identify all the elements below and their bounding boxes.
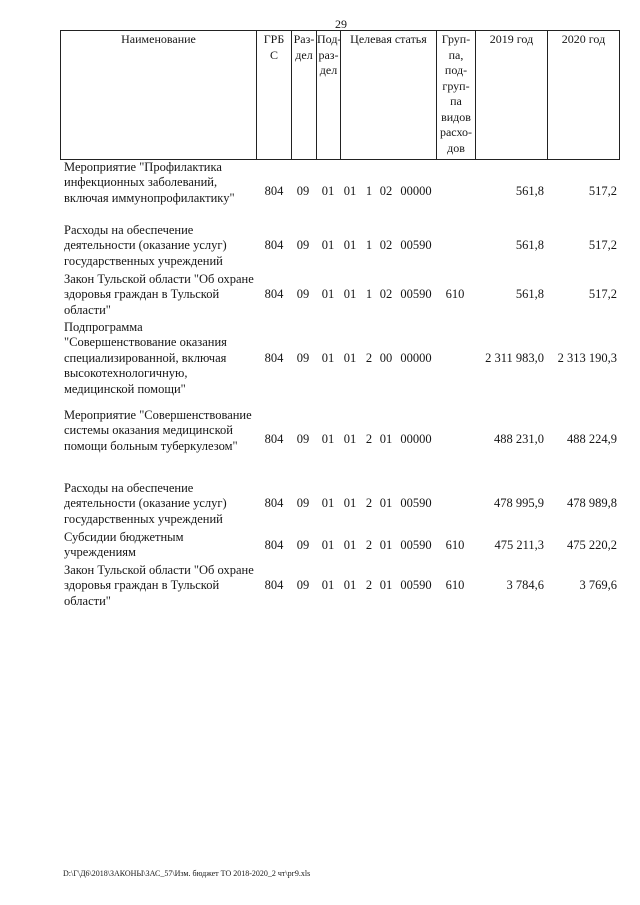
cell-2020: 517,2: [588, 238, 617, 252]
cell-grbs: 804: [264, 496, 284, 510]
cell-direction: 00590: [400, 287, 432, 301]
header-year-2020: 2020 год: [547, 31, 620, 159]
cell-razdel: 09: [296, 432, 310, 446]
cell-event: 02: [379, 238, 393, 252]
cell-event: 02: [379, 184, 393, 198]
cell-2019: 2 311 983,0: [485, 351, 544, 365]
row-name: Закон Тульской области "Об охране здоровья граждан в Тульской области": [64, 563, 254, 608]
cell-2020: 517,2: [588, 287, 617, 301]
cell-event: 01: [379, 432, 393, 446]
cell-podrazdel: 01: [321, 538, 335, 552]
cell-podrazdel: 01: [321, 578, 335, 592]
row-name: Мероприятие "Совершенствование системы оказания медицинской помощи больным туберкулезом": [64, 408, 252, 453]
cell-program: 01: [343, 432, 357, 446]
cell-2020: 517,2: [588, 184, 617, 198]
cell-razdel: 09: [296, 538, 310, 552]
cell-event: 00: [379, 351, 393, 365]
cell-program: 01: [343, 238, 357, 252]
cell-event: 02: [379, 287, 393, 301]
cell-program: 01: [343, 184, 357, 198]
cell-2019: 488 231,0: [494, 432, 544, 446]
row-name: Субсидии бюджетным учреждениям: [64, 530, 184, 560]
cell-grbs: 804: [264, 351, 284, 365]
cell-subprogram: 2: [365, 578, 373, 592]
cell-direction: 00590: [400, 496, 432, 510]
cell-event: 01: [379, 578, 393, 592]
cell-program: 01: [343, 351, 357, 365]
cell-2019: 561,8: [515, 238, 544, 252]
cell-direction: 00590: [400, 538, 432, 552]
cell-podrazdel: 01: [321, 432, 335, 446]
cell-program: 01: [343, 578, 357, 592]
cell-program: 01: [343, 538, 357, 552]
cell-2020: 475 220,2: [567, 538, 617, 552]
header-year-2019: 2019 год: [475, 31, 547, 159]
page-number: 29: [335, 17, 347, 31]
cell-event: 01: [379, 496, 393, 510]
cell-expense-group: 610: [445, 578, 465, 592]
header-expense-group: Груп- па, под- груп- па видов расхо- дов: [436, 31, 475, 159]
header-target-article: Целевая статья: [340, 31, 436, 159]
cell-program: 01: [343, 287, 357, 301]
cell-program: 01: [343, 496, 357, 510]
cell-razdel: 09: [296, 238, 310, 252]
cell-razdel: 09: [296, 578, 310, 592]
cell-event: 01: [379, 538, 393, 552]
cell-direction: 00000: [400, 184, 432, 198]
row-name: Расходы на обеспечение деятельности (оказание услуг) государственных учреждений: [64, 223, 227, 268]
cell-direction: 00000: [400, 351, 432, 365]
cell-2019: 3 784,6: [506, 578, 544, 592]
cell-grbs: 804: [264, 432, 284, 446]
row-name: Подпрограмма "Совершенствование оказания специализированной, включая высокотехнологичную, медицинской помощи": [64, 320, 227, 396]
cell-2019: 478 995,9: [494, 496, 544, 510]
cell-grbs: 804: [264, 538, 284, 552]
cell-2019: 561,8: [515, 287, 544, 301]
header-grbs: ГРБ С: [256, 31, 291, 159]
cell-subprogram: 2: [365, 351, 373, 365]
cell-subprogram: 1: [365, 184, 373, 198]
cell-direction: 00000: [400, 432, 432, 446]
cell-subprogram: 1: [365, 238, 373, 252]
row-name: Закон Тульской области "Об охране здоровья граждан в Тульской области": [64, 272, 254, 317]
cell-2020: 488 224,9: [567, 432, 617, 446]
cell-subprogram: 2: [365, 538, 373, 552]
cell-subprogram: 2: [365, 432, 373, 446]
row-name: Расходы на обеспечение деятельности (оказание услуг) государственных учреждений: [64, 481, 227, 526]
cell-razdel: 09: [296, 184, 310, 198]
footer-file-path: D:\Г\Д6\2018\ЗАКОНЫ\ЗАС_57\Изм. бюджет ТО 2018-2020_2 чт\рг9.xls: [63, 869, 311, 878]
cell-2020: 478 989,8: [567, 496, 617, 510]
cell-2020: 2 313 190,3: [557, 351, 617, 365]
row-name: Мероприятие "Профилактика инфекционных заболеваний, включая иммунопрофилактику": [64, 160, 235, 205]
cell-subprogram: 2: [365, 496, 373, 510]
cell-razdel: 09: [296, 351, 310, 365]
cell-grbs: 804: [264, 184, 284, 198]
cell-podrazdel: 01: [321, 184, 335, 198]
cell-subprogram: 1: [365, 287, 373, 301]
cell-grbs: 804: [264, 238, 284, 252]
cell-2020: 3 769,6: [579, 578, 617, 592]
cell-direction: 00590: [400, 238, 432, 252]
cell-2019: 475 211,3: [494, 538, 544, 552]
cell-razdel: 09: [296, 287, 310, 301]
cell-grbs: 804: [264, 287, 284, 301]
cell-expense-group: 610: [445, 287, 465, 301]
cell-podrazdel: 01: [321, 496, 335, 510]
cell-razdel: 09: [296, 496, 310, 510]
cell-podrazdel: 01: [321, 287, 335, 301]
cell-direction: 00590: [400, 578, 432, 592]
header-podrazdel: Под- раз- дел: [316, 31, 340, 159]
header-razdel: Раз- дел: [291, 31, 316, 159]
cell-2019: 561,8: [515, 184, 544, 198]
cell-podrazdel: 01: [321, 238, 335, 252]
cell-expense-group: 610: [445, 538, 465, 552]
header-name: Наименование: [60, 31, 256, 159]
cell-podrazdel: 01: [321, 351, 335, 365]
cell-grbs: 804: [264, 578, 284, 592]
